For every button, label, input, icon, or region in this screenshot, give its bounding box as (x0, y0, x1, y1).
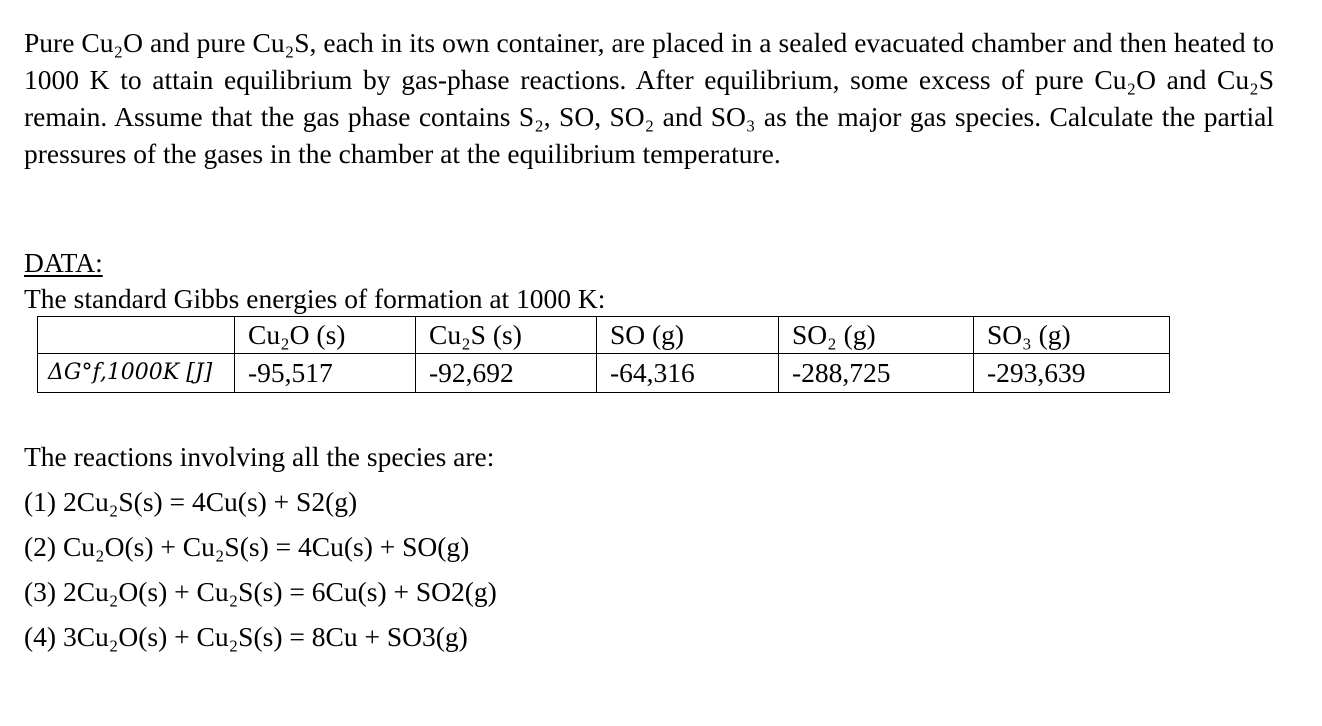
reaction-4: (4) 3Cu₂O(s) + Cu₂S(s) = 8Cu + SO3(g) (24, 621, 468, 652)
table-header-row (38, 317, 1170, 354)
table-header-so: SO (g) (597, 317, 779, 354)
reaction-1: (1) 2Cu₂S(s) = 4Cu(s) + S2(g) (24, 486, 358, 517)
reactions-intro: The reactions involving all the species are: (24, 441, 495, 472)
table-row (38, 354, 1170, 393)
reaction-3: (3) 2Cu₂O(s) + Cu₂S(s) = 6Cu(s) + SO2(g) (24, 576, 497, 607)
table-header-so3: SO₃ (g) (974, 317, 1170, 354)
table-corner-cell (38, 317, 235, 354)
problem-statement: Pure Cu₂O and pure Cu₂S, each in its own container, are placed in a sealed evacuated chamber and then heated to 1000 K to attain equilibrium by gas-phase reactions. After equilibrium, some excess of pure Cu₂O and Cu₂S remain. Assume that the gas phase contains S₂, SO, SO₂ and SO₃ as the major gas species. Calculate the partial pressures of the gases in the chamber at the equilibrium temperature. (24, 27, 1274, 169)
table-header-so2: SO₂ (g) (779, 317, 974, 354)
table-cell-cu2s: -92,692 (416, 354, 597, 393)
table-cell-cu2o: -95,517 (235, 354, 416, 393)
reaction-2: (2) Cu₂O(s) + Cu₂S(s) = 4Cu(s) + SO(g) (24, 531, 470, 562)
data-heading: DATA: (24, 247, 103, 278)
table-row-label: ΔG°f,1000K [J] (38, 354, 235, 393)
table-header-cu2s: Cu₂S (s) (416, 317, 597, 354)
table-cell-so3: -293,639 (974, 354, 1170, 393)
table-cell-so2: -288,725 (779, 354, 974, 393)
table-cell-so: -64,316 (597, 354, 779, 393)
table-header-cu2o: Cu₂O (s) (235, 317, 416, 354)
data-caption: The standard Gibbs energies of formation at 1000 K: (24, 283, 606, 314)
gibbs-energy-table (37, 316, 1170, 393)
